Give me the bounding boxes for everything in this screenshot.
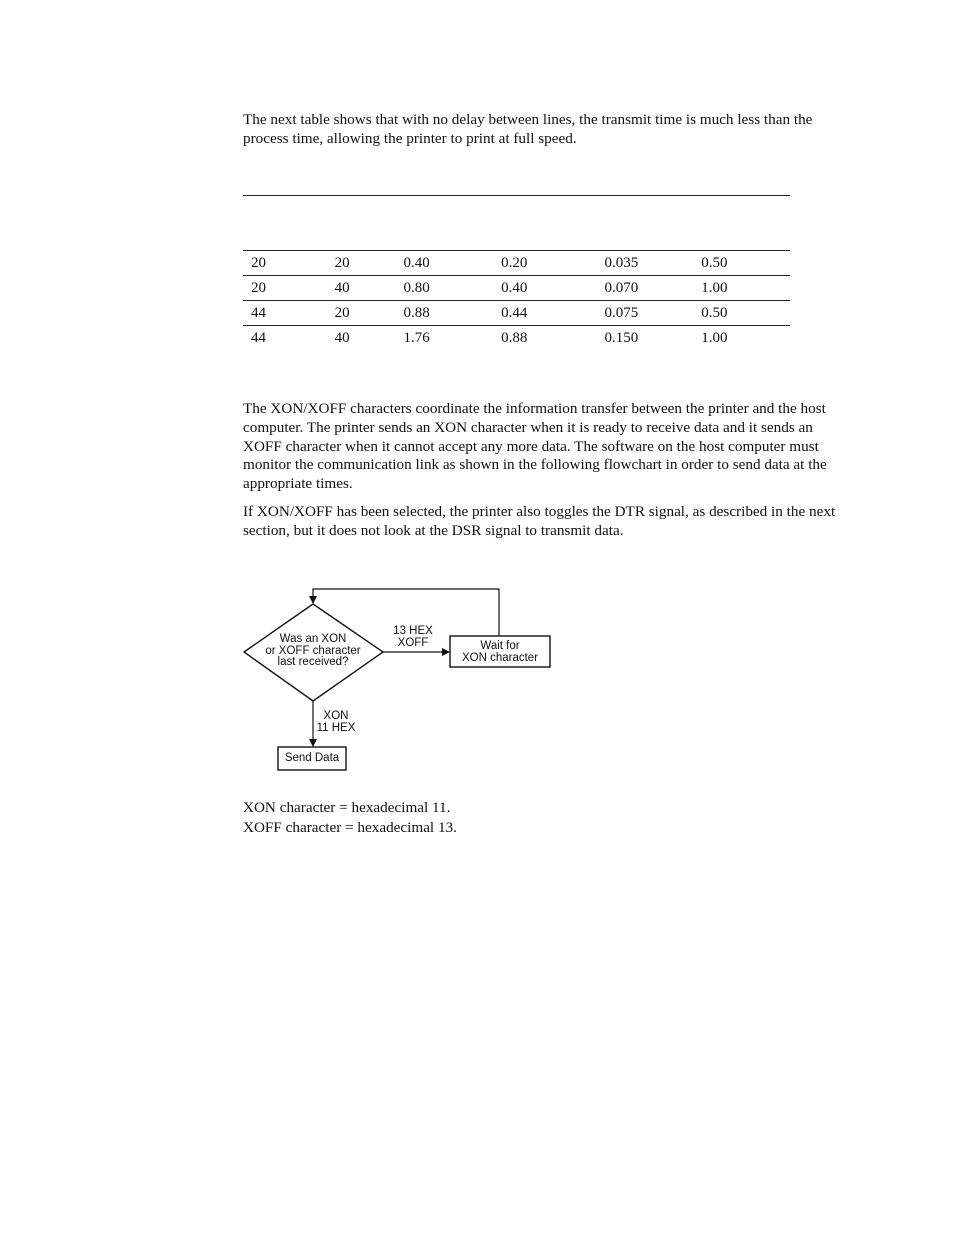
table-row (243, 326, 790, 351)
table-cell: 0.075 (605, 301, 702, 326)
table-cell: 0.88 (404, 301, 502, 326)
table-cell: 0.50 (701, 251, 790, 276)
xon-label (313, 711, 359, 734)
xon-xoff-flowchart (243, 585, 555, 775)
table-cell: 0.40 (404, 251, 502, 276)
table-cell: 1.76 (404, 326, 502, 351)
xon-label-line: XON (323, 710, 349, 722)
table-cell: 1.00 (701, 276, 790, 301)
timing-table-body (243, 250, 790, 350)
decision-line: last received? (277, 656, 349, 668)
table-row (243, 251, 790, 276)
xon-definition: XON character = hexadecimal 11. (243, 799, 451, 816)
table-cell: 0.44 (501, 301, 604, 326)
wait-box-line: Wait for (480, 640, 520, 652)
xon-xoff-paragraph: The XON/XOFF characters coordinate the information transfer between the printer and the host computer. The printer sends an XON character when it is ready to receive data and it sends an XOFF character when it cannot accept any more data. The software on the host computer must monitor the communication link as shown in the following flowchart in order to send data at the appropriate times. (243, 400, 827, 493)
table-cell: 40 (335, 326, 404, 351)
wait-box-line: XON character (461, 651, 539, 664)
table-cell: 20 (243, 251, 335, 276)
table-cell: 44 (243, 326, 335, 351)
table-row (243, 276, 790, 301)
decision-line: Was an XON (279, 633, 347, 645)
table-cell: 0.40 (501, 276, 604, 301)
table-cell: 0.20 (501, 251, 604, 276)
table-cell: 0.150 (605, 326, 702, 351)
wait-box-text (450, 641, 550, 664)
xoff-definition: XOFF character = hexadecimal 13. (243, 818, 457, 836)
table-top-rule (243, 195, 790, 196)
table-row (243, 301, 790, 326)
decision-line: or XOFF character (265, 644, 361, 657)
table-cell: 1.00 (701, 326, 790, 351)
table-cell: 20 (335, 251, 404, 276)
table-cell: 20 (335, 301, 404, 326)
xon-label-line: 11 HEX (316, 721, 356, 734)
send-data-text: Send Data (284, 752, 340, 764)
table-cell: 0.035 (605, 251, 702, 276)
table-cell: 0.80 (404, 276, 502, 301)
table-cell: 0.88 (501, 326, 604, 351)
table-cell: 0.50 (701, 301, 790, 326)
xoff-label-line: 13 HEX (393, 625, 433, 637)
table-cell: 44 (243, 301, 335, 326)
flowchart-graphics (243, 585, 555, 775)
table-cell: 0.070 (605, 276, 702, 301)
xoff-label (386, 626, 440, 649)
xoff-label-line: XOFF (397, 636, 429, 649)
decision-text (255, 634, 371, 669)
intro-paragraph: The next table shows that with no delay between lines, the transmit time is much less than the process time, allowing the printer to print at full speed. (243, 111, 813, 147)
table-cell: 40 (335, 276, 404, 301)
table-cell: 20 (243, 276, 335, 301)
dtr-paragraph: If XON/XOFF has been selected, the printer also toggles the DTR signal, as described in the next section, but it does not look at the DSR signal to transmit data. (243, 503, 836, 539)
character-notes (243, 798, 457, 837)
